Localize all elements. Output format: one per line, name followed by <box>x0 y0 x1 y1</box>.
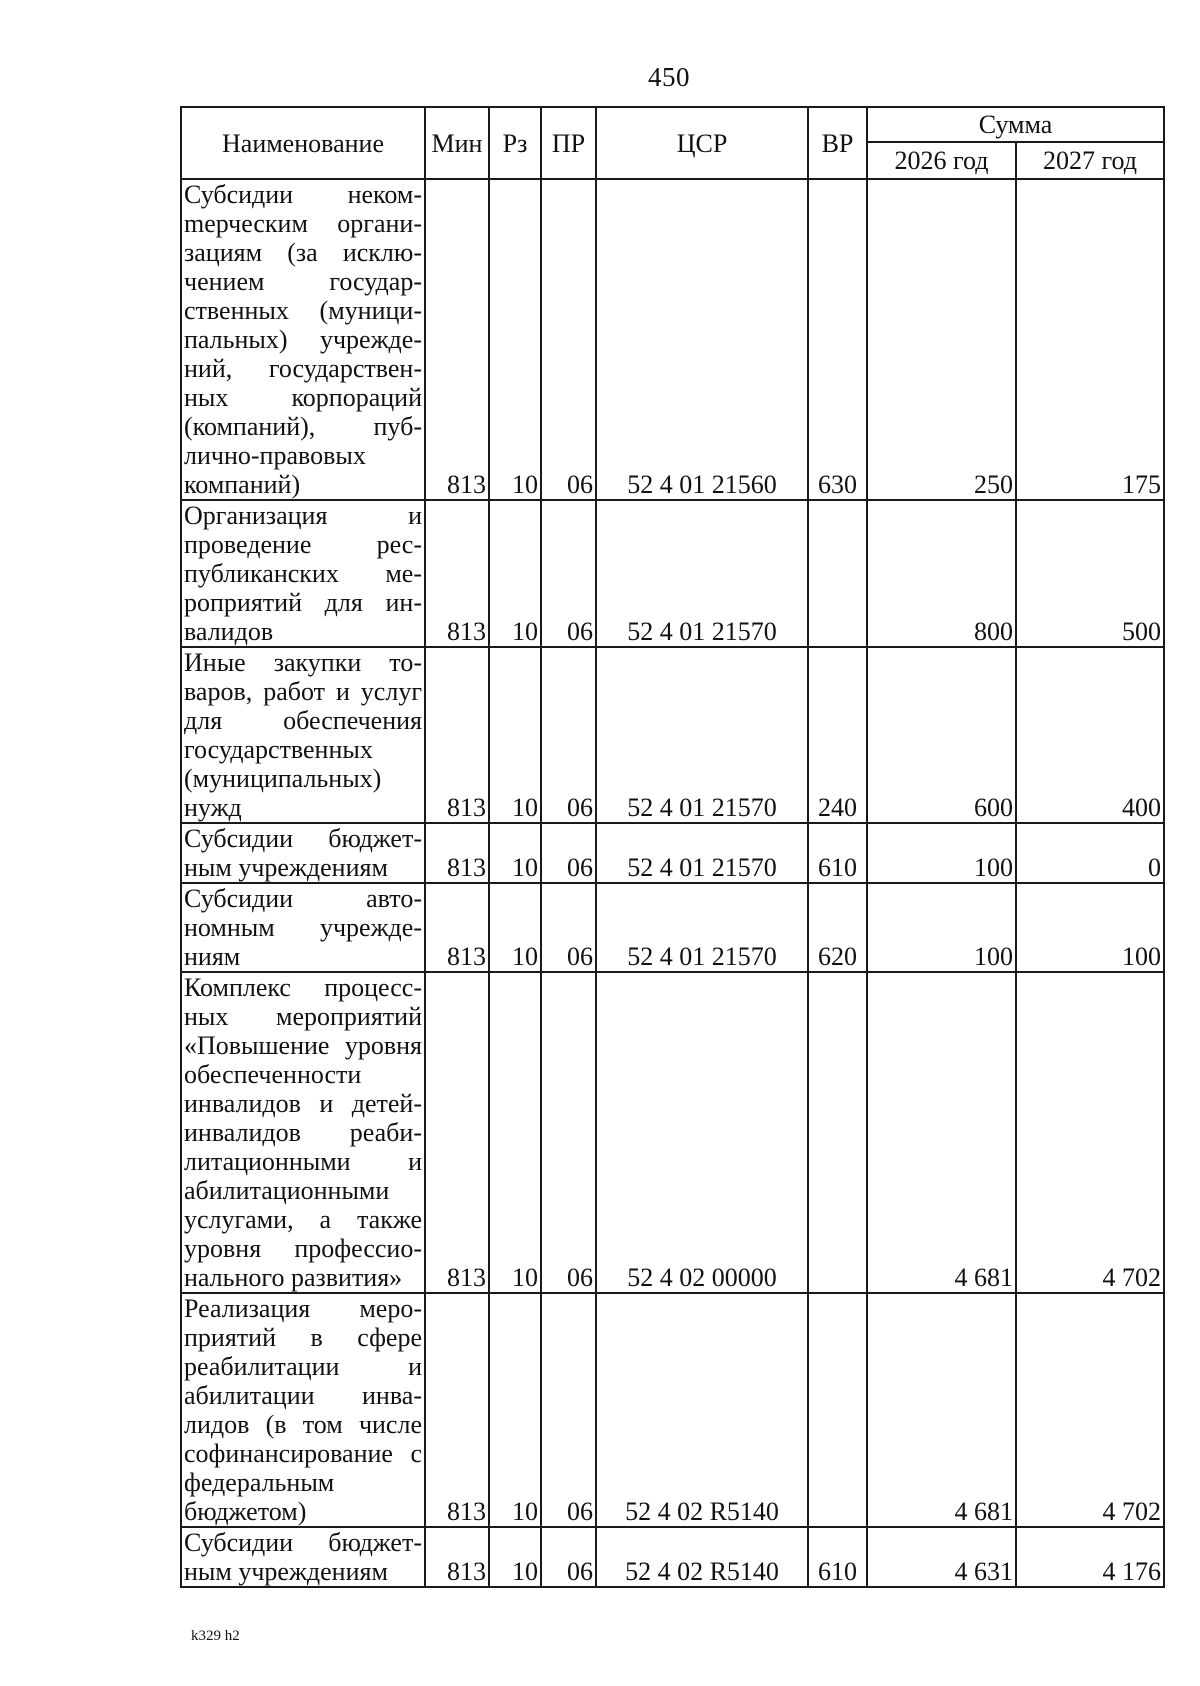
row-min: 813 <box>425 972 489 1293</box>
row-sum-2026: 800 <box>867 500 1016 647</box>
row-sum-2026: 100 <box>867 883 1016 972</box>
table-row <box>181 500 1164 647</box>
row-sum-2027: 175 <box>1016 179 1164 500</box>
row-sum-2027: 100 <box>1016 883 1164 972</box>
table-body <box>181 179 1164 1587</box>
row-rz: 10 <box>489 179 541 500</box>
table-row <box>181 179 1164 500</box>
row-vr: 610 <box>808 1527 867 1587</box>
header-year-2027: 2027 год <box>1016 142 1164 179</box>
row-pr: 06 <box>541 647 596 823</box>
row-name: Организация и проведение республиканских мероприятий для инвалидов <box>181 500 425 647</box>
row-csr: 52 4 01 21570 <box>596 500 808 647</box>
row-rz: 10 <box>489 823 541 883</box>
row-min: 813 <box>425 823 489 883</box>
row-sum-2027: 4 176 <box>1016 1527 1164 1587</box>
row-name: Реализация мероприятий в сфере реабилитации и абилитации инвалидов (в том числе софинансирование с федеральным бюджетом) <box>181 1293 425 1527</box>
table-row <box>181 647 1164 823</box>
row-sum-2027: 4 702 <box>1016 1293 1164 1527</box>
row-sum-2027: 0 <box>1016 823 1164 883</box>
row-min: 813 <box>425 1293 489 1527</box>
row-min: 813 <box>425 1527 489 1587</box>
header-pr: ПР <box>541 107 596 179</box>
row-pr: 06 <box>541 823 596 883</box>
header-name: Наименование <box>181 107 425 179</box>
row-sum-2027: 4 702 <box>1016 972 1164 1293</box>
row-name: Субсидии бюджетным учреждениям <box>181 1527 425 1587</box>
header-rz: Рз <box>489 107 541 179</box>
row-name: Субсидии некомmерческим организациям (за исключением государственных (муниципальных) учреждений, государственных корпораций (компаний), публично-правовых компаний) <box>181 179 425 500</box>
row-rz: 10 <box>489 1293 541 1527</box>
row-rz: 10 <box>489 1527 541 1587</box>
row-min: 813 <box>425 500 489 647</box>
row-pr: 06 <box>541 179 596 500</box>
row-vr <box>808 500 867 647</box>
header-sum: Сумма <box>867 107 1164 142</box>
row-rz: 10 <box>489 883 541 972</box>
header-csr: ЦСР <box>596 107 808 179</box>
row-min: 813 <box>425 647 489 823</box>
table-row <box>181 1527 1164 1587</box>
row-sum-2026: 100 <box>867 823 1016 883</box>
row-sum-2027: 500 <box>1016 500 1164 647</box>
row-pr: 06 <box>541 1293 596 1527</box>
row-pr: 06 <box>541 500 596 647</box>
row-min: 813 <box>425 179 489 500</box>
row-vr: 240 <box>808 647 867 823</box>
row-name: Субсидии автономным учреждениям <box>181 883 425 972</box>
table-row <box>181 883 1164 972</box>
row-sum-2026: 4 631 <box>867 1527 1016 1587</box>
table-row <box>181 1293 1164 1527</box>
page-number: 450 <box>648 62 690 92</box>
row-pr: 06 <box>541 1527 596 1587</box>
footer-code: k329 h2 <box>191 1628 240 1644</box>
row-pr: 06 <box>541 972 596 1293</box>
row-name: Комплекс процессных мероприятий «Повышение уровня обеспеченности инвалидов и детей-инвалидов реабилитационными и абилитационными услугами, а также уровня профессионального развития» <box>181 972 425 1293</box>
row-csr: 52 4 02 R5140 <box>596 1527 808 1587</box>
row-rz: 10 <box>489 647 541 823</box>
header-year-2026: 2026 год <box>867 142 1016 179</box>
row-name: Иные закупки товаров, работ и услуг для обеспечения государственных (муниципальных) нужд <box>181 647 425 823</box>
row-csr: 52 4 01 21570 <box>596 883 808 972</box>
table-header <box>181 107 1164 179</box>
row-rz: 10 <box>489 500 541 647</box>
row-sum-2027: 400 <box>1016 647 1164 823</box>
row-sum-2026: 600 <box>867 647 1016 823</box>
row-pr: 06 <box>541 883 596 972</box>
row-min: 813 <box>425 883 489 972</box>
row-vr: 620 <box>808 883 867 972</box>
row-csr: 52 4 01 21560 <box>596 179 808 500</box>
budget-table <box>180 106 1165 1588</box>
row-vr <box>808 972 867 1293</box>
row-sum-2026: 4 681 <box>867 1293 1016 1527</box>
row-name: Субсидии бюджетным учреждениям <box>181 823 425 883</box>
header-vr: ВР <box>808 107 867 179</box>
row-csr: 52 4 01 21570 <box>596 823 808 883</box>
row-vr: 610 <box>808 823 867 883</box>
row-sum-2026: 250 <box>867 179 1016 500</box>
row-rz: 10 <box>489 972 541 1293</box>
row-sum-2026: 4 681 <box>867 972 1016 1293</box>
row-vr <box>808 1293 867 1527</box>
row-csr: 52 4 01 21570 <box>596 647 808 823</box>
table-row <box>181 972 1164 1293</box>
header-min: Мин <box>425 107 489 179</box>
row-csr: 52 4 02 00000 <box>596 972 808 1293</box>
table-row <box>181 823 1164 883</box>
row-vr: 630 <box>808 179 867 500</box>
row-csr: 52 4 02 R5140 <box>596 1293 808 1527</box>
